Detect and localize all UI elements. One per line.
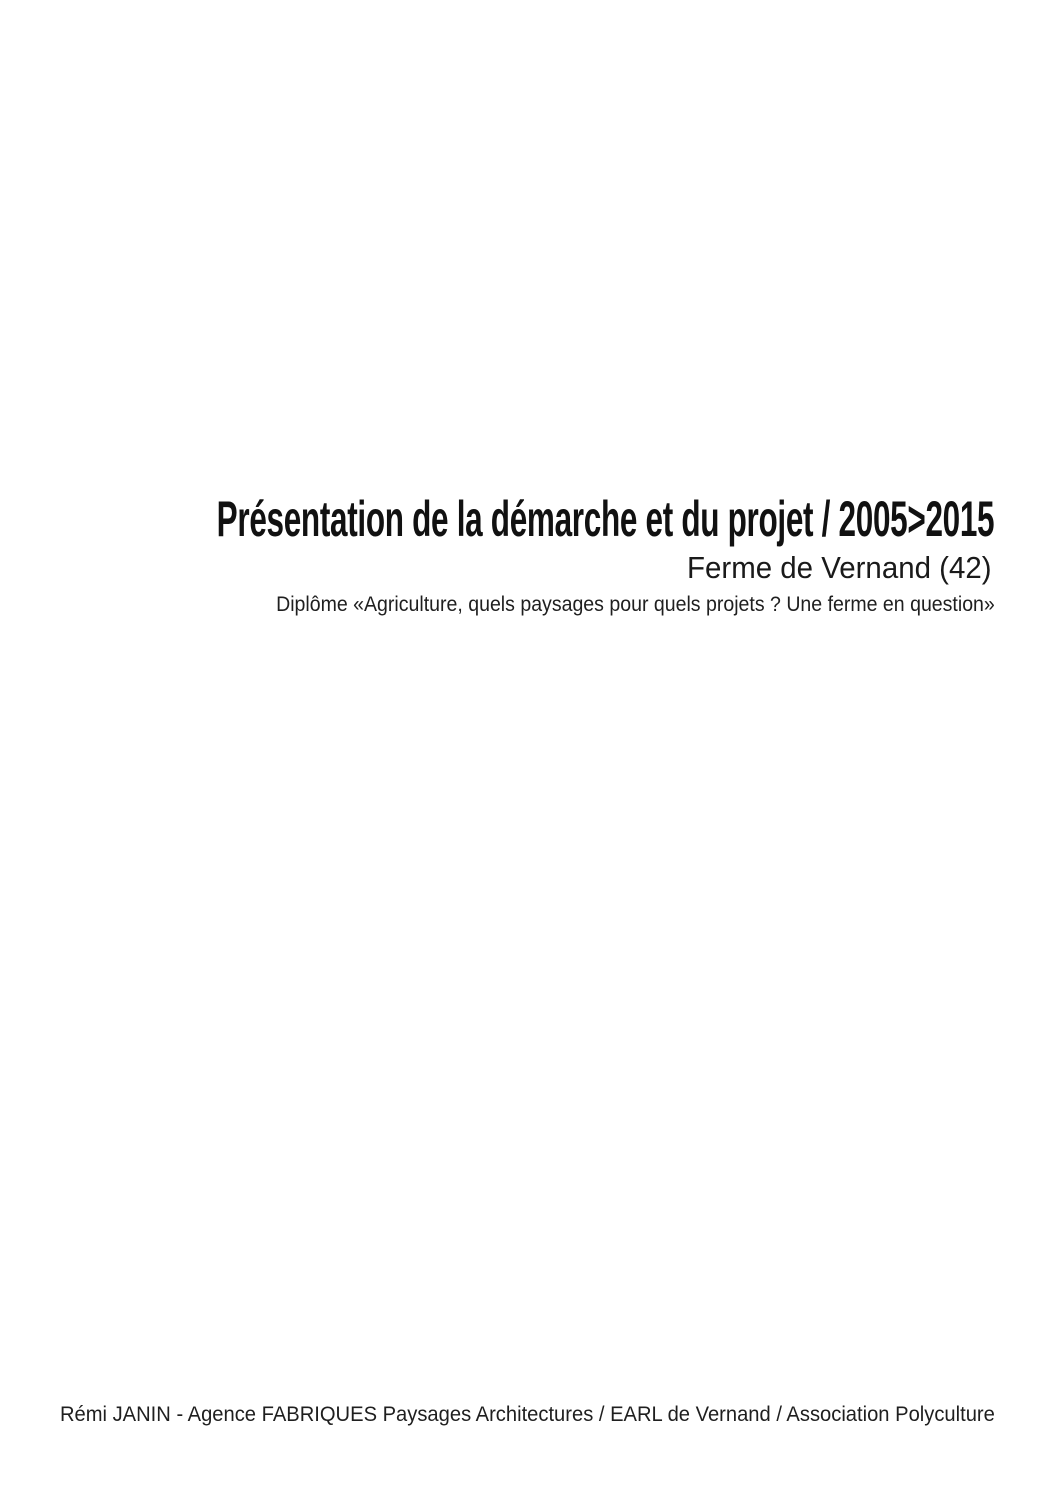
footer-credit-text: Rémi JANIN - Agence FABRIQUES Paysages Architectures / EARL de Vernand / Association Polyculture bbox=[60, 1403, 995, 1426]
footer-credit bbox=[21, 1404, 995, 1425]
page-title-text: Présentation de la démarche et du projet / 2005>2015 bbox=[216, 491, 994, 547]
page-subtitle bbox=[671, 552, 992, 583]
diploma-line-text: Diplôme «Agriculture, quels paysages pour quels projets ? Une ferme en question» bbox=[276, 593, 995, 616]
diploma-line bbox=[222, 594, 995, 615]
page-title bbox=[0, 491, 994, 547]
page-subtitle-text: Ferme de Vernand (42) bbox=[687, 550, 992, 585]
